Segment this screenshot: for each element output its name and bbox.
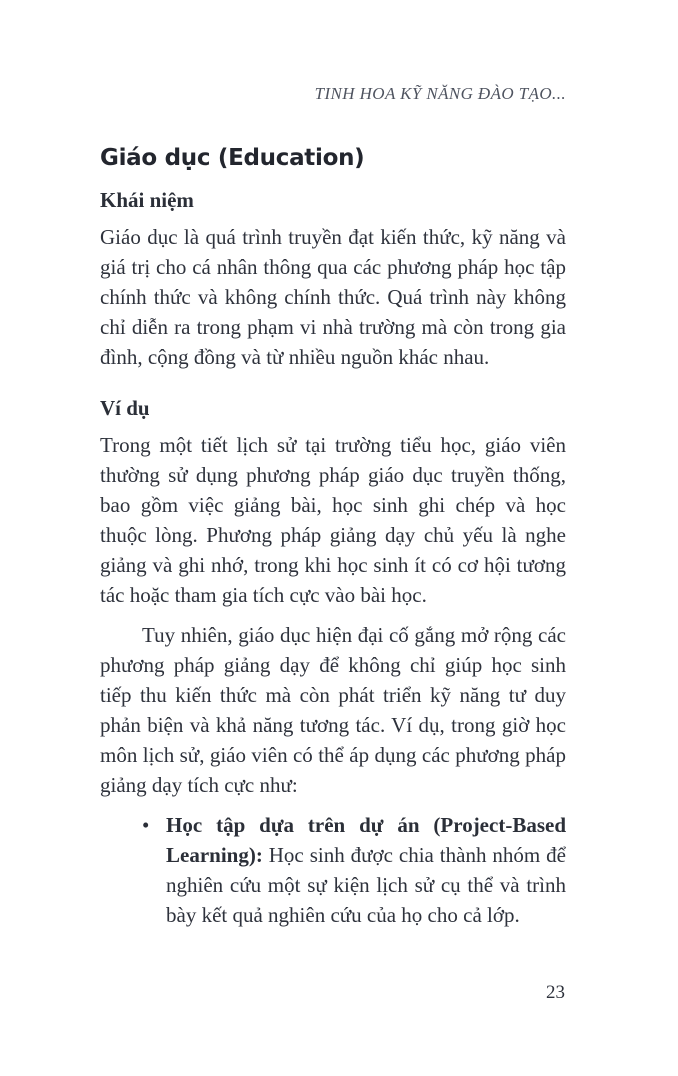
subheading-example: Ví dụ bbox=[100, 396, 150, 420]
bullet-marker: • bbox=[142, 813, 150, 837]
bullet-text: Học sinh được chia thành nhóm để nghiên cứu một sự kiện lịch sử cụ thể và trình bày kết quả nghiên cứu của họ cho cả lớp. bbox=[166, 843, 566, 927]
paragraph-example-1: Trong một tiết lịch sử tại trường tiểu học, giáo viên thường sử dụng phương pháp giáo dục truyền thống, bao gồm việc giảng bài, học sinh ghi chép và học thuộc lòng. Phương pháp giảng dạy chủ yếu là nghe giảng và ghi nhớ, trong khi học sinh ít có cơ hội tương tác hoặc tham gia tích cực vào bài học. bbox=[100, 433, 566, 607]
bullet-item-project-based-learning bbox=[142, 810, 566, 930]
section-title: Giáo dục (Education) bbox=[100, 145, 365, 171]
paragraph-example-2: Tuy nhiên, giáo dục hiện đại cố gắng mở rộng các phương pháp giảng dạy để không chỉ giúp học sinh tiếp thu kiến thức mà còn phát triển kỹ năng tư duy phản biện và khả năng tương tác. Ví dụ, trong giờ học môn lịch sử, giáo viên có thể áp dụng các phương pháp giảng dạy tích cực như: bbox=[100, 623, 566, 797]
bullet-bold-lead: Học tập dựa trên dự án (Project-Based Learning): bbox=[166, 813, 566, 867]
paragraph-concept: Giáo dục là quá trình truyền đạt kiến thức, kỹ năng và giá trị cho cá nhân thông qua các phương pháp học tập chính thức và không chính thức. Quá trình này không chỉ diễn ra trong phạm vi nhà trường mà còn trong gia đình, cộng đồng và từ nhiều nguồn khác nhau. bbox=[100, 225, 566, 369]
running-header: TINH HOA KỸ NĂNG ĐÀO TẠO... bbox=[314, 84, 566, 103]
subheading-concept: Khái niệm bbox=[100, 188, 194, 212]
bullet-body bbox=[166, 810, 566, 930]
page-number: 23 bbox=[546, 982, 565, 1003]
